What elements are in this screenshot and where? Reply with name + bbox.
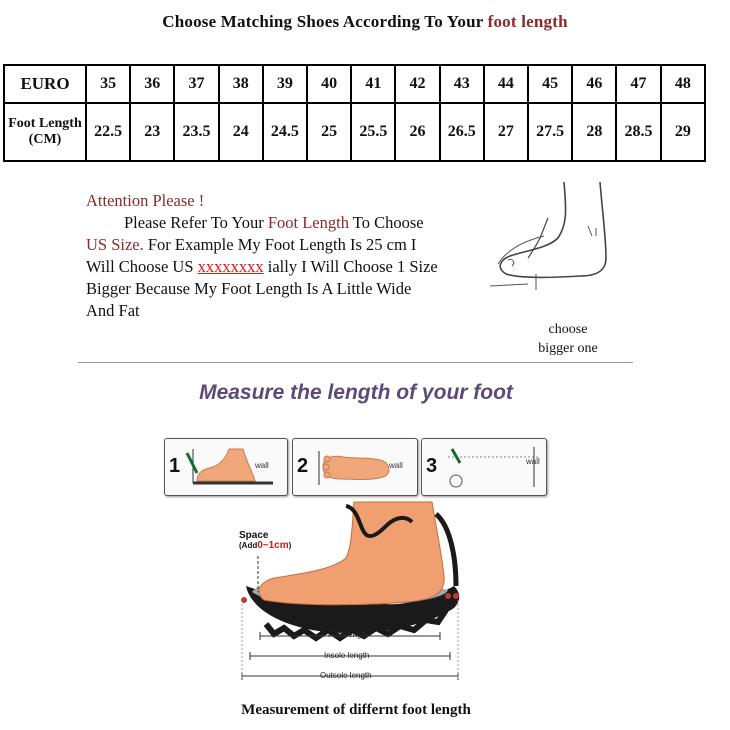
space-close: ) xyxy=(288,541,292,550)
euro-cell: 37 xyxy=(174,65,218,103)
step-number: 1 xyxy=(169,455,181,477)
attention-text: For Example My Foot Length Is 25 cm I xyxy=(143,235,417,254)
euro-cell: 36 xyxy=(130,65,174,103)
foot-length-cell: 23.5 xyxy=(174,103,218,161)
foot-length-cell: 29 xyxy=(661,103,705,161)
foot-length-cell: 24 xyxy=(219,103,263,161)
foot-length-highlight: Foot Length xyxy=(267,213,349,232)
euro-cell: 43 xyxy=(440,65,484,103)
euro-cell: 35 xyxy=(86,65,130,103)
size-chart-table xyxy=(3,64,706,162)
euro-cell: 41 xyxy=(351,65,395,103)
foot-length-cell: 25 xyxy=(307,103,351,161)
space-range: 0~1cm xyxy=(257,540,289,551)
step-2-panel xyxy=(292,438,418,496)
page-title xyxy=(0,12,730,32)
euro-cell: 40 xyxy=(307,65,351,103)
us-size-highlight: US Size. xyxy=(86,235,144,254)
outsole-length-label: Outsole length xyxy=(320,671,372,680)
euro-cell: 47 xyxy=(616,65,660,103)
section-divider xyxy=(78,362,633,363)
foot-length-cell: 22.5 xyxy=(86,103,130,161)
foot-length-cell: 23 xyxy=(130,103,174,161)
euro-cell: 39 xyxy=(263,65,307,103)
attention-heading: Attention Please ! xyxy=(86,191,205,210)
attention-text: To Choose xyxy=(348,213,424,232)
foot-length-header: Foot Length (CM) xyxy=(4,103,86,161)
redacted-text: xxxxxxxx xyxy=(197,257,264,276)
step-3-panel xyxy=(421,438,547,496)
euro-header: EURO xyxy=(4,65,86,103)
foot-length-label: Foot length xyxy=(328,630,369,639)
attention-text: Please Refer To Your xyxy=(124,213,268,232)
attention-line xyxy=(86,212,496,234)
space-title: Space xyxy=(239,530,269,541)
foot-length-cell: 28.5 xyxy=(616,103,660,161)
measure-heading: Measure the length of your foot xyxy=(199,381,513,404)
choose-line: choose xyxy=(548,322,588,337)
attention-text: Will Choose US xyxy=(86,257,198,276)
attention-line xyxy=(86,234,496,256)
choose-bigger-note xyxy=(528,320,608,358)
diagram-caption: Measurement of differnt foot length xyxy=(241,702,471,718)
title-main: Choose Matching Shoes According To Your xyxy=(162,12,488,31)
step-number: 2 xyxy=(297,455,309,477)
foot-sketch-icon xyxy=(488,178,618,298)
step-1-panel xyxy=(164,438,288,496)
title-accent: foot length xyxy=(487,12,568,31)
foot-length-cell: 27 xyxy=(484,103,528,161)
attention-line xyxy=(86,256,496,278)
step-number: 3 xyxy=(426,455,438,477)
euro-cell: 48 xyxy=(661,65,705,103)
wall-label: wall xyxy=(526,457,540,466)
euro-cell: 44 xyxy=(484,65,528,103)
foot-length-cell: 26 xyxy=(395,103,439,161)
attention-line: Bigger Because My Foot Length Is A Little Wide xyxy=(86,279,412,298)
choose-line: bigger one xyxy=(538,341,598,356)
wall-label: wall xyxy=(255,461,269,470)
foot-length-row xyxy=(4,103,705,161)
foot-length-cell: 27.5 xyxy=(528,103,572,161)
foot-length-cell: 26.5 xyxy=(440,103,484,161)
insole-length-label: Insole length xyxy=(324,651,370,660)
space-label xyxy=(239,531,291,551)
space-add: (Add xyxy=(239,541,258,550)
euro-cell: 42 xyxy=(395,65,439,103)
attention-text: ially I Will Choose 1 Size xyxy=(263,257,438,276)
measure-icon xyxy=(442,443,540,491)
euro-row xyxy=(4,65,705,103)
euro-cell: 38 xyxy=(219,65,263,103)
euro-cell: 46 xyxy=(572,65,616,103)
attention-note xyxy=(86,190,496,322)
foot-length-cell: 28 xyxy=(572,103,616,161)
euro-cell: 45 xyxy=(528,65,572,103)
foot-length-cell: 24.5 xyxy=(263,103,307,161)
attention-line: And Fat xyxy=(86,301,140,320)
wall-label: wall xyxy=(389,461,403,470)
foot-length-cell: 25.5 xyxy=(351,103,395,161)
